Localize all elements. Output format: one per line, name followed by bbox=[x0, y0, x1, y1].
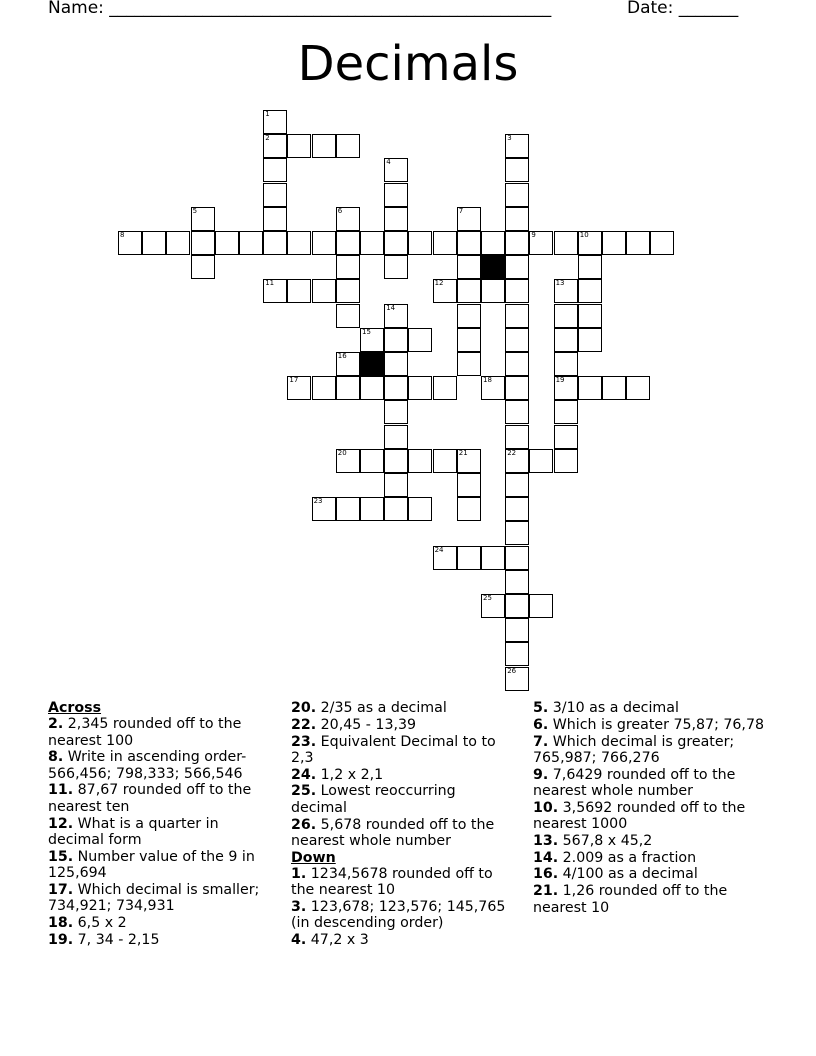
clue-text: 3/10 as a decimal bbox=[552, 700, 679, 716]
crossword-cell[interactable] bbox=[263, 207, 287, 231]
crossword-cell[interactable] bbox=[336, 304, 360, 328]
crossword-cell[interactable] bbox=[408, 497, 432, 521]
clue-number: 11. bbox=[48, 782, 74, 799]
crossword-cell[interactable] bbox=[263, 110, 287, 134]
crossword-cell[interactable] bbox=[384, 352, 408, 376]
crossword-cell[interactable] bbox=[287, 376, 311, 400]
clue-number-label: 18 bbox=[483, 376, 492, 385]
clue-text: 4/100 as a decimal bbox=[562, 866, 698, 883]
crossword-cell[interactable] bbox=[360, 376, 384, 400]
crossword-cell[interactable] bbox=[384, 497, 408, 521]
crossword-cell[interactable] bbox=[505, 352, 529, 376]
clue-number-label: 26 bbox=[507, 666, 517, 675]
clue-number-label: 15 bbox=[362, 327, 371, 336]
across-clue bbox=[291, 700, 516, 716]
crossword-black-cell bbox=[481, 255, 505, 279]
crossword-cell[interactable] bbox=[336, 279, 360, 303]
crossword-cell[interactable] bbox=[505, 231, 529, 255]
clue-number-label: 23 bbox=[313, 497, 323, 506]
clue-number: 26. bbox=[291, 816, 317, 833]
clue-number: 7. bbox=[533, 733, 549, 750]
crossword-cell[interactable] bbox=[384, 376, 408, 400]
crossword-cell[interactable] bbox=[602, 231, 626, 255]
clue-number: 8. bbox=[48, 749, 64, 766]
across-clue bbox=[48, 932, 273, 948]
clue-number: 4. bbox=[291, 932, 307, 949]
crossword-cell[interactable] bbox=[263, 279, 287, 303]
across-clue bbox=[291, 717, 516, 733]
clue-number: 21. bbox=[533, 883, 559, 900]
crossword-cell[interactable] bbox=[457, 449, 481, 473]
crossword-cell[interactable] bbox=[457, 231, 481, 255]
clue-number-label: 14 bbox=[386, 303, 396, 312]
clue-number-label: 13 bbox=[555, 279, 565, 288]
crossword-cell[interactable] bbox=[142, 231, 166, 255]
clue-number-label: 19 bbox=[555, 376, 565, 385]
clue-number: 6. bbox=[533, 716, 549, 733]
crossword-cell[interactable] bbox=[481, 594, 505, 618]
crossword-cell[interactable] bbox=[433, 546, 457, 570]
crossword-cell[interactable] bbox=[360, 497, 384, 521]
crossword-cell[interactable] bbox=[578, 328, 602, 352]
crossword-cell[interactable] bbox=[336, 134, 360, 158]
crossword-cell[interactable] bbox=[505, 570, 529, 594]
clue-text: 1,2 x 2,1 bbox=[320, 766, 384, 783]
crossword-cell[interactable] bbox=[505, 618, 529, 642]
crossword-cell[interactable] bbox=[505, 521, 529, 545]
crossword-cell[interactable] bbox=[505, 255, 529, 279]
crossword-cell[interactable] bbox=[505, 183, 529, 207]
crossword-cell[interactable] bbox=[650, 231, 674, 255]
clue-number-label: 2 bbox=[265, 134, 270, 143]
down-clue bbox=[291, 899, 516, 932]
clue-number: 23. bbox=[291, 733, 317, 750]
crossword-cell[interactable] bbox=[384, 400, 408, 424]
crossword-cell[interactable] bbox=[554, 231, 578, 255]
crossword-cell[interactable] bbox=[312, 279, 336, 303]
crossword-cell[interactable] bbox=[578, 231, 602, 255]
crossword-cell[interactable] bbox=[554, 400, 578, 424]
clue-number: 5. bbox=[533, 700, 549, 716]
crossword-cell[interactable] bbox=[554, 279, 578, 303]
crossword-cell[interactable] bbox=[481, 231, 505, 255]
crossword-cell[interactable] bbox=[336, 449, 360, 473]
across-clue bbox=[48, 882, 273, 915]
across-clue bbox=[48, 782, 273, 815]
down-clue bbox=[533, 850, 768, 866]
crossword-cell[interactable] bbox=[433, 449, 457, 473]
crossword-cell[interactable] bbox=[554, 425, 578, 449]
crossword-cell[interactable] bbox=[384, 231, 408, 255]
clue-number-label: 22 bbox=[507, 448, 517, 457]
clues-column-1 bbox=[48, 700, 273, 948]
crossword-cell[interactable] bbox=[529, 449, 553, 473]
clue-text: Write in ascending order- 566,456; 798,333; 566,546 bbox=[48, 749, 247, 782]
across-clue bbox=[48, 849, 273, 882]
clue-number: 15. bbox=[48, 848, 74, 865]
crossword-cell[interactable] bbox=[457, 352, 481, 376]
down-clue bbox=[533, 866, 768, 882]
clue-text: 567,8 x 45,2 bbox=[562, 832, 653, 849]
crossword-cell[interactable] bbox=[433, 376, 457, 400]
crossword-cell[interactable] bbox=[312, 134, 336, 158]
crossword-cell[interactable] bbox=[457, 279, 481, 303]
crossword-cell[interactable] bbox=[578, 279, 602, 303]
crossword-cell[interactable] bbox=[384, 473, 408, 497]
crossword-cell[interactable] bbox=[505, 667, 529, 691]
clue-text: 6,5 x 2 bbox=[77, 914, 127, 931]
crossword-cell[interactable] bbox=[336, 376, 360, 400]
clues-column-2 bbox=[291, 700, 516, 949]
clue-number: 13. bbox=[533, 832, 559, 849]
crossword-cell[interactable] bbox=[263, 183, 287, 207]
crossword-cell[interactable] bbox=[433, 279, 457, 303]
crossword-cell[interactable] bbox=[626, 231, 650, 255]
crossword-cell[interactable] bbox=[408, 449, 432, 473]
crossword-cell[interactable] bbox=[408, 376, 432, 400]
crossword-cell[interactable] bbox=[360, 231, 384, 255]
crossword-cell[interactable] bbox=[505, 279, 529, 303]
clue-number: 22. bbox=[291, 716, 317, 733]
clue-text: 87,67 rounded off to the nearest ten bbox=[48, 782, 252, 815]
clue-number: 1. bbox=[291, 865, 307, 882]
clue-text: Number value of the 9 in 125,694 bbox=[48, 848, 255, 881]
down-clue bbox=[533, 717, 768, 733]
across-clue bbox=[48, 716, 273, 749]
crossword-cell[interactable] bbox=[191, 207, 215, 231]
across-clue bbox=[48, 816, 273, 849]
clue-number: 17. bbox=[48, 881, 74, 898]
crossword-cell[interactable] bbox=[505, 158, 529, 182]
crossword-cell[interactable] bbox=[457, 473, 481, 497]
crossword-cell[interactable] bbox=[505, 376, 529, 400]
across-clue bbox=[291, 783, 516, 816]
crossword-cell[interactable] bbox=[481, 279, 505, 303]
clue-text: 123,678; 123,576; 145,765 (in descending order) bbox=[291, 899, 506, 932]
crossword-cell[interactable] bbox=[408, 328, 432, 352]
crossword-cell[interactable] bbox=[554, 304, 578, 328]
clue-number: 14. bbox=[533, 849, 559, 866]
crossword-cell[interactable] bbox=[287, 134, 311, 158]
clue-text: What is a quarter in decimal form bbox=[48, 815, 219, 848]
crossword-cell[interactable] bbox=[191, 255, 215, 279]
crossword-cell[interactable] bbox=[505, 473, 529, 497]
crossword-cell[interactable] bbox=[336, 497, 360, 521]
crossword-cell[interactable] bbox=[287, 279, 311, 303]
crossword-cell[interactable] bbox=[336, 255, 360, 279]
crossword-cell[interactable] bbox=[384, 449, 408, 473]
across-clue bbox=[48, 915, 273, 931]
clue-number-label: 21 bbox=[458, 448, 468, 457]
crossword-cell[interactable] bbox=[481, 376, 505, 400]
crossword-cell[interactable] bbox=[191, 231, 215, 255]
clue-number: 3. bbox=[291, 899, 307, 916]
clue-text: Which decimal is smaller; 734,921; 734,931 bbox=[48, 881, 260, 915]
clue-text: Which decimal is greater; 765,987; 766,276 bbox=[533, 733, 735, 766]
crossword-cell[interactable] bbox=[505, 594, 529, 618]
crossword-cell[interactable] bbox=[166, 231, 190, 255]
clue-number-label: 20 bbox=[337, 448, 347, 457]
crossword-cell[interactable] bbox=[505, 642, 529, 666]
crossword-cell[interactable] bbox=[384, 158, 408, 182]
crossword-cell[interactable] bbox=[529, 231, 553, 255]
clue-number-label: 17 bbox=[289, 376, 299, 385]
clue-number: 20. bbox=[291, 700, 317, 716]
clue-number-label: 11 bbox=[265, 279, 275, 288]
clue-text: Equivalent Decimal to to 2,3 bbox=[291, 733, 496, 766]
clue-number: 9. bbox=[533, 766, 549, 783]
crossword-cell[interactable] bbox=[554, 328, 578, 352]
clue-number-label: 7 bbox=[458, 206, 464, 215]
crossword-cell[interactable] bbox=[505, 400, 529, 424]
crossword-cell[interactable] bbox=[312, 497, 336, 521]
crossword-cell[interactable] bbox=[578, 255, 602, 279]
crossword-cell[interactable] bbox=[457, 255, 481, 279]
crossword-cell[interactable] bbox=[384, 425, 408, 449]
clue-number: 18. bbox=[48, 914, 74, 931]
crossword-cell[interactable] bbox=[457, 328, 481, 352]
down-clue bbox=[533, 734, 768, 767]
crossword-cell[interactable] bbox=[505, 207, 529, 231]
crossword-cell[interactable] bbox=[505, 497, 529, 521]
clue-number-label: 1 bbox=[265, 110, 270, 118]
crossword-cell[interactable] bbox=[287, 231, 311, 255]
clue-number: 12. bbox=[48, 815, 74, 832]
crossword-cell[interactable] bbox=[336, 352, 360, 376]
clue-number-label: 25 bbox=[483, 594, 492, 602]
clue-text: 7,6429 rounded off to the nearest whole number bbox=[533, 766, 736, 799]
crossword-cell[interactable] bbox=[578, 376, 602, 400]
clue-text: 1,26 rounded off to the nearest 10 bbox=[533, 883, 728, 916]
clues-column-3 bbox=[533, 700, 768, 916]
crossword-cell[interactable] bbox=[578, 304, 602, 328]
page-title: Decimals bbox=[297, 36, 519, 92]
clue-number: 25. bbox=[291, 783, 317, 800]
crossword-cell[interactable] bbox=[263, 158, 287, 182]
clue-text: 3,5692 rounded off to the nearest 1000 bbox=[533, 799, 746, 833]
clue-number-label: 9 bbox=[531, 231, 536, 239]
down-clue bbox=[533, 800, 768, 833]
clue-number-label: 16 bbox=[337, 352, 347, 360]
crossword-cell[interactable] bbox=[408, 231, 432, 255]
crossword-cell[interactable] bbox=[263, 134, 287, 158]
crossword-cell[interactable] bbox=[554, 449, 578, 473]
down-clue bbox=[533, 833, 768, 849]
down-clue bbox=[533, 883, 768, 916]
clue-number: 24. bbox=[291, 766, 317, 783]
crossword-cell[interactable] bbox=[118, 231, 142, 255]
crossword-cell[interactable] bbox=[505, 449, 529, 473]
crossword-cell[interactable] bbox=[457, 304, 481, 328]
clue-number-label: 12 bbox=[434, 279, 444, 288]
clue-number: 10. bbox=[533, 799, 559, 816]
down-clue bbox=[533, 767, 768, 800]
crossword-cell[interactable] bbox=[505, 546, 529, 570]
crossword-cell[interactable] bbox=[384, 255, 408, 279]
crossword-cell[interactable] bbox=[457, 497, 481, 521]
down-clue bbox=[291, 866, 516, 899]
crossword-cell[interactable] bbox=[505, 328, 529, 352]
clue-number-label: 3 bbox=[507, 134, 512, 143]
crossword-cell[interactable] bbox=[505, 134, 529, 158]
clue-number-label: 5 bbox=[192, 206, 198, 215]
clue-number-label: 24 bbox=[434, 545, 444, 554]
down-clue bbox=[533, 700, 768, 716]
name-field-label: Name: ____________________________________________________ bbox=[48, 0, 552, 18]
down-heading: Down bbox=[291, 849, 336, 866]
crossword-cell[interactable] bbox=[529, 594, 553, 618]
across-clue bbox=[291, 767, 516, 783]
across-clue bbox=[48, 749, 273, 782]
across-heading: Across bbox=[48, 700, 102, 716]
clue-number-label: 10 bbox=[579, 231, 589, 239]
clue-number-label: 4 bbox=[386, 158, 391, 167]
clue-text: 7, 34 - 2,15 bbox=[77, 931, 160, 948]
clue-text: Which is greater 75,87; 76,78 bbox=[552, 716, 764, 733]
crossword-cell[interactable] bbox=[384, 304, 408, 328]
crossword-cell[interactable] bbox=[336, 207, 360, 231]
clue-number: 2. bbox=[48, 716, 64, 733]
crossword-cell[interactable] bbox=[457, 546, 481, 570]
clue-text: 47,2 x 3 bbox=[310, 932, 369, 949]
crossword-cell[interactable] bbox=[602, 376, 626, 400]
clue-text: 20,45 - 13,39 bbox=[320, 716, 417, 733]
crossword-cell[interactable] bbox=[626, 376, 650, 400]
crossword-cell[interactable] bbox=[505, 304, 529, 328]
clue-text: 5,678 rounded off to the nearest whole number bbox=[291, 816, 495, 849]
down-clue bbox=[291, 932, 516, 948]
crossword-cell[interactable] bbox=[312, 231, 336, 255]
crossword-cell[interactable] bbox=[239, 231, 263, 255]
date-field-label: Date: _______ bbox=[627, 0, 739, 18]
clue-text: 2.009 as a fraction bbox=[562, 849, 697, 866]
crossword-cell[interactable] bbox=[457, 207, 481, 231]
crossword-cell[interactable] bbox=[360, 328, 384, 352]
crossword-cell[interactable] bbox=[481, 546, 505, 570]
crossword-cell[interactable] bbox=[384, 328, 408, 352]
clue-number: 19. bbox=[48, 931, 74, 948]
across-clue bbox=[291, 734, 516, 767]
crossword-cell[interactable] bbox=[360, 449, 384, 473]
clue-text: 1234,5678 rounded off to the nearest 10 bbox=[291, 865, 493, 899]
clue-text: 2/35 as a decimal bbox=[320, 700, 447, 716]
across-clue bbox=[291, 817, 516, 850]
clue-number: 16. bbox=[533, 866, 559, 883]
crossword-cell[interactable] bbox=[263, 231, 287, 255]
clue-text: Lowest reoccurring decimal bbox=[291, 783, 456, 816]
crossword-cell[interactable] bbox=[312, 376, 336, 400]
crossword-cell[interactable] bbox=[554, 352, 578, 376]
clue-number-label: 6 bbox=[337, 206, 343, 215]
crossword-cell[interactable] bbox=[433, 231, 457, 255]
crossword-cell[interactable] bbox=[384, 207, 408, 231]
crossword-cell[interactable] bbox=[336, 231, 360, 255]
crossword-cell[interactable] bbox=[384, 183, 408, 207]
clue-number-label: 8 bbox=[120, 231, 125, 239]
clue-text: 2,345 rounded off to the nearest 100 bbox=[48, 716, 242, 749]
crossword-cell[interactable] bbox=[554, 376, 578, 400]
crossword-black-cell bbox=[360, 352, 384, 376]
crossword-cell[interactable] bbox=[215, 231, 239, 255]
crossword-cell[interactable] bbox=[505, 425, 529, 449]
